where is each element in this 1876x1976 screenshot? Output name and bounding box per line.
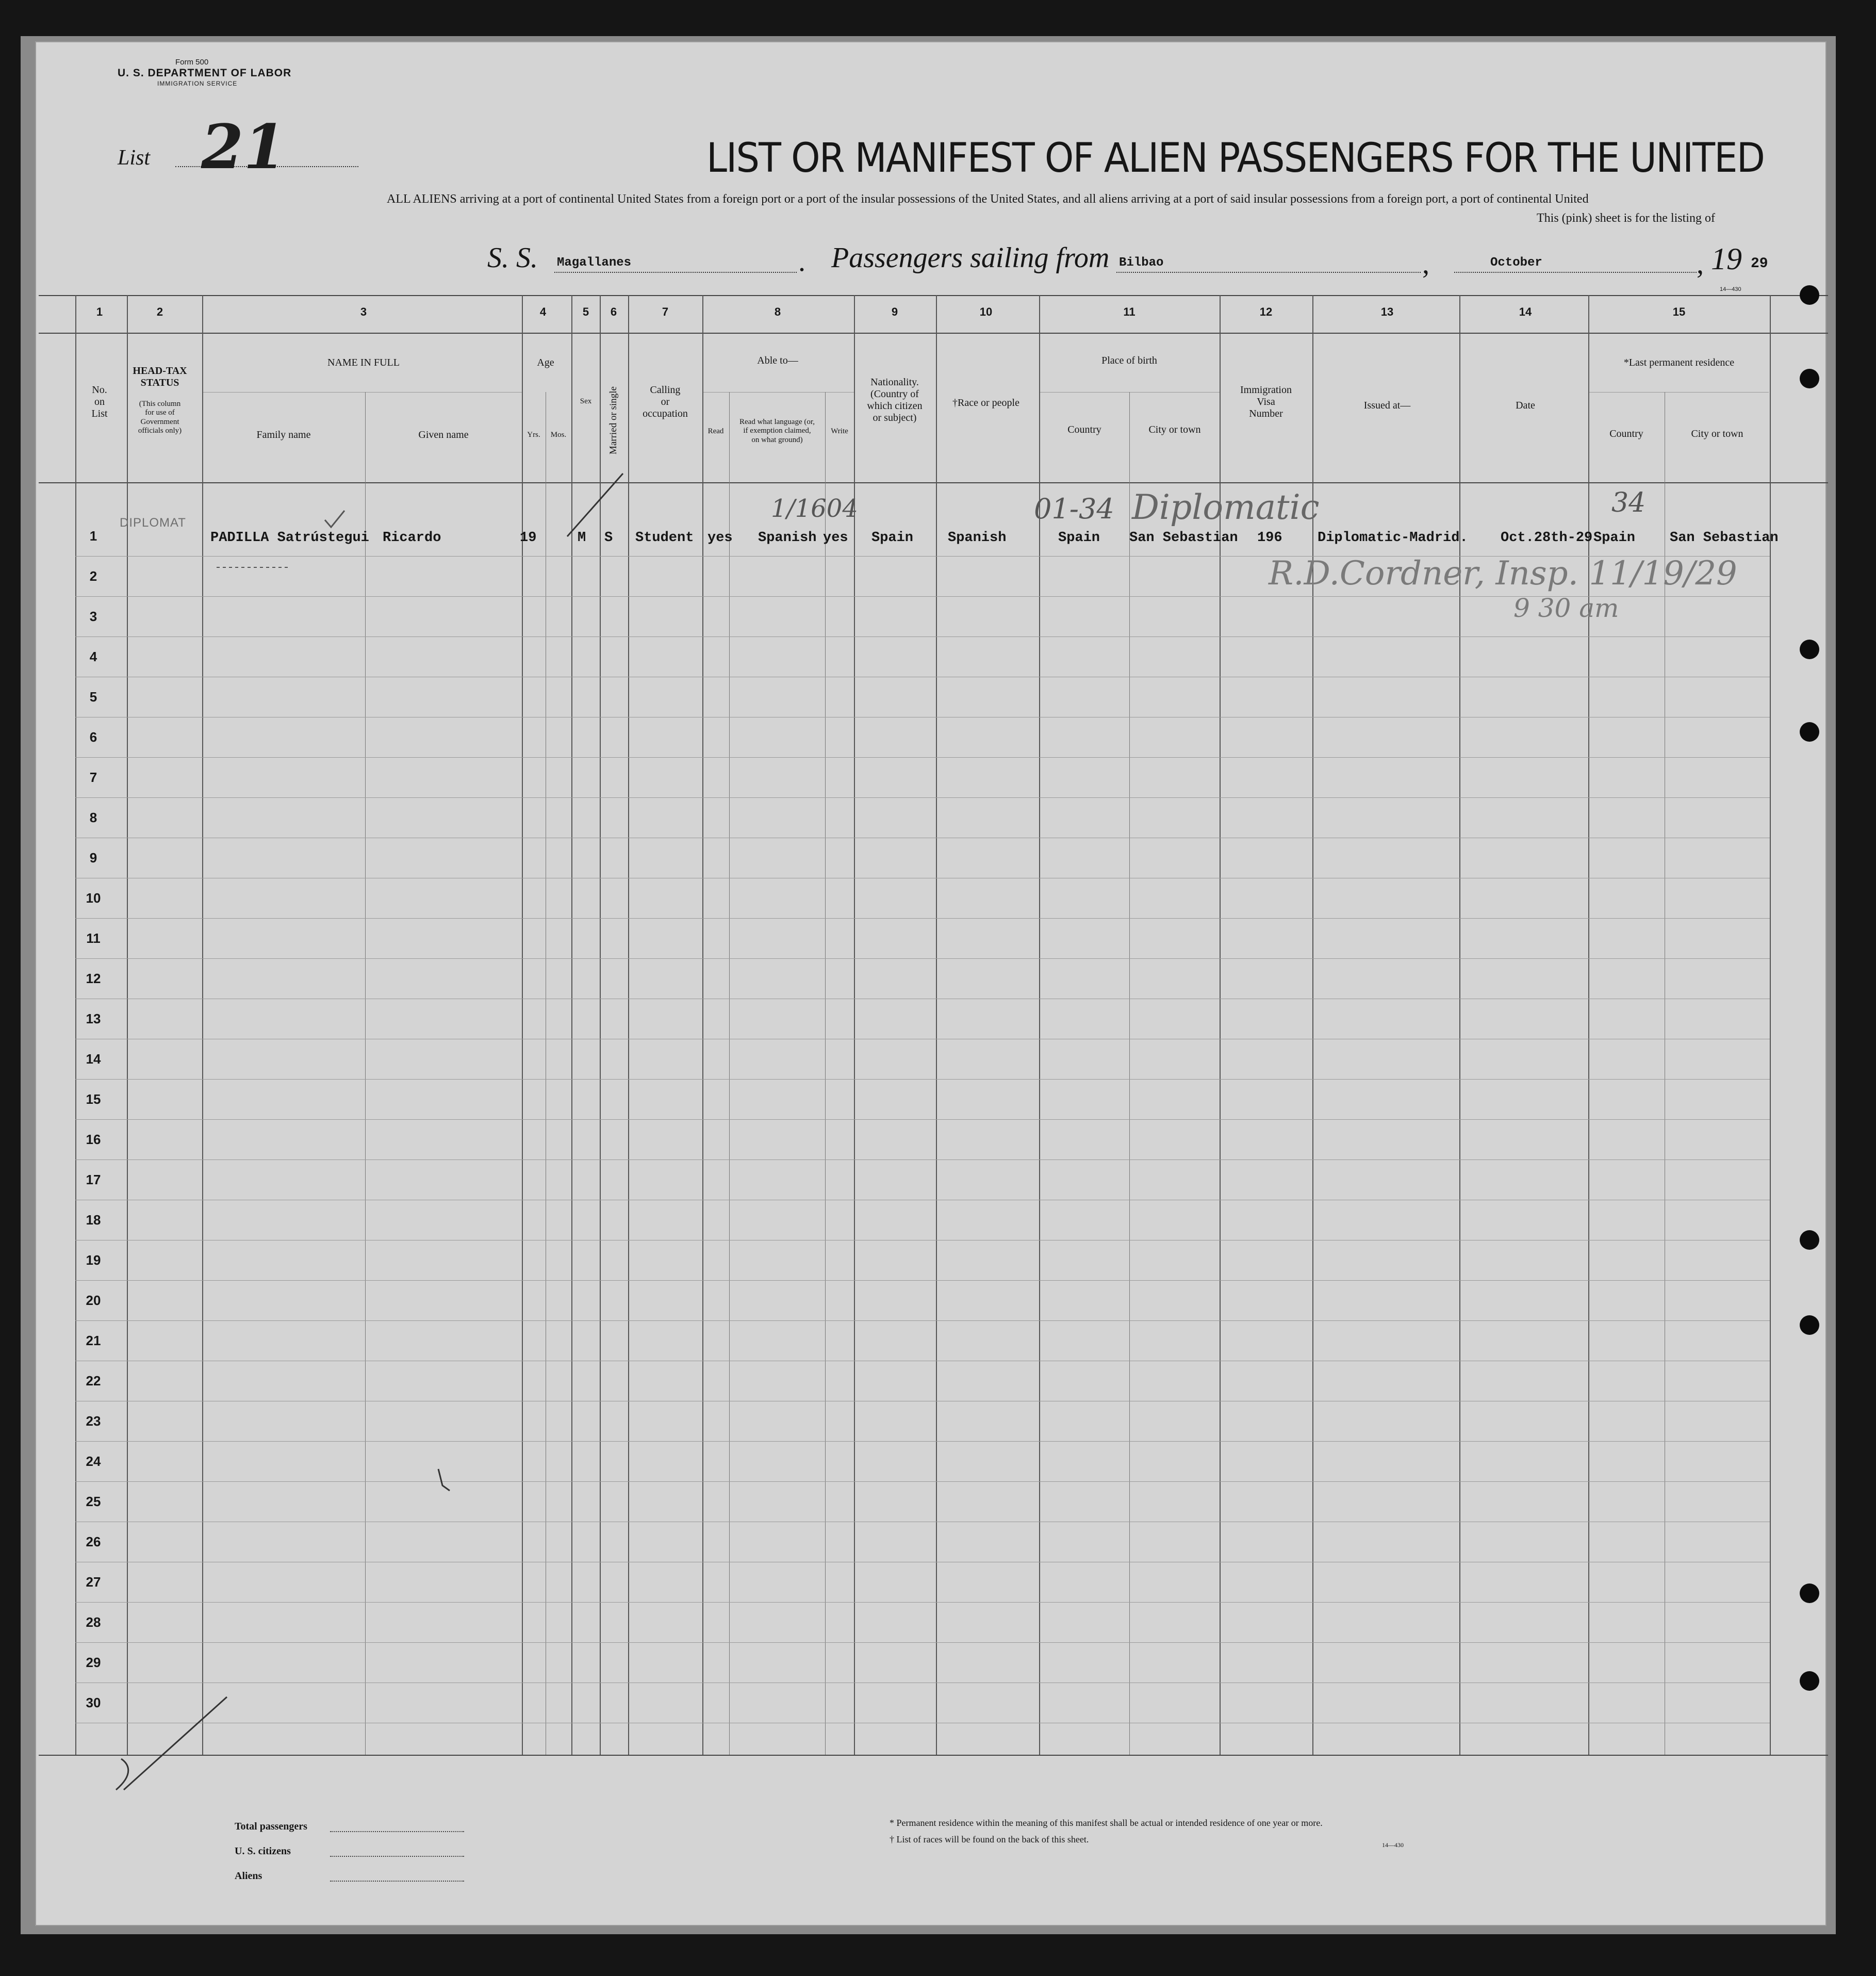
entry-birth-country: Spain — [1058, 530, 1100, 546]
handwritten-res-code: 34 — [1611, 487, 1646, 518]
page-title: LIST OR MANIFEST OF ALIEN PASSENGERS FOR THE UNITED — [706, 135, 1765, 182]
header-res-country: Country — [1609, 428, 1643, 439]
entry-write: yes — [823, 530, 848, 546]
entry-age-years: 19 — [520, 530, 537, 546]
handwritten-diplomatic: Diplomatic — [1132, 487, 1320, 527]
header-visa-number: Immigration Visa Number — [1240, 384, 1292, 419]
entry-language: Spanish — [758, 530, 817, 546]
header-head-tax-note: (This column for use of Government officials only) — [138, 400, 182, 435]
col-number-6: 6 — [610, 305, 617, 318]
header-race: †Race or people — [952, 397, 1019, 409]
handwritten-inspector: R.D.Cordner, Insp. 11/19/29 — [1269, 554, 1737, 593]
row-number: 7 — [89, 770, 97, 785]
entry-family-name: PADILLA Satrústegui — [210, 530, 369, 546]
entry-read: yes — [707, 530, 733, 546]
row-number: 15 — [86, 1091, 101, 1107]
aliens-label: Aliens — [235, 1870, 262, 1882]
handwritten-time: 9 30 am — [1513, 593, 1619, 623]
entry-given-name: Ricardo — [383, 530, 441, 546]
row-number: 11 — [86, 930, 101, 946]
col-number-3: 3 — [360, 305, 367, 318]
header-married: Married or single — [608, 386, 619, 454]
col-number-14: 14 — [1519, 305, 1532, 318]
us-citizens-blank — [330, 1856, 464, 1857]
ship-period: . — [798, 246, 805, 277]
row-number: 13 — [86, 1011, 101, 1026]
header-age: Age — [537, 357, 554, 368]
punch-hole — [1800, 369, 1819, 388]
aliens-blank — [330, 1881, 464, 1882]
header-nationality: Nationality. (Country of which citizen or subject) — [867, 377, 923, 423]
entry-sex: M — [578, 530, 586, 546]
col-number-12: 12 — [1259, 305, 1273, 318]
header-family-name: Family name — [256, 429, 311, 440]
race-footnote: † List of races will be found on the back of this sheet. — [890, 1834, 1089, 1844]
row-number: 1 — [89, 528, 97, 544]
handwritten-code: 01-34 — [1034, 493, 1114, 525]
us-citizens-label: U. S. citizens — [235, 1846, 291, 1857]
col-number-15: 15 — [1672, 305, 1686, 318]
pen-slash-mark — [567, 473, 623, 536]
header-place-of-birth: Place of birth — [1101, 355, 1157, 366]
col-number-11: 11 — [1123, 305, 1136, 318]
list-number: 21 — [201, 111, 286, 183]
row-number: 18 — [86, 1212, 101, 1228]
sailing-label: Passengers sailing from — [831, 242, 1110, 274]
row-number: 19 — [86, 1252, 101, 1268]
form-ref-bottom: 14—430 — [1382, 1841, 1404, 1849]
col-number-2: 2 — [156, 305, 163, 318]
header-write: Write — [831, 427, 848, 435]
row-number: 4 — [89, 649, 97, 664]
form-ref-top: 14—430 — [1720, 286, 1741, 292]
year-prefix: 19 — [1711, 242, 1742, 276]
sailing-month: October — [1490, 256, 1542, 270]
port-comma: , — [1422, 248, 1429, 280]
header-last-residence: *Last permanent residence — [1623, 357, 1735, 368]
header-date: Date — [1516, 400, 1535, 411]
row-number: 26 — [86, 1534, 101, 1549]
row-number: 29 — [86, 1655, 101, 1670]
total-passengers-label: Total passengers — [235, 1821, 307, 1832]
month-comma: , — [1697, 248, 1704, 280]
entry-nationality: Spain — [871, 530, 914, 546]
row-number: 24 — [86, 1454, 101, 1469]
entry-visa-number: 196 — [1257, 530, 1282, 546]
header-name-in-full: NAME IN FULL — [327, 357, 400, 368]
entry-birth-city: San Sebastian — [1129, 530, 1238, 546]
row-number: 27 — [86, 1574, 101, 1590]
row-number: 5 — [89, 689, 97, 705]
punch-hole — [1800, 722, 1819, 742]
entry-res-country: Spain — [1593, 530, 1636, 546]
head-tax-stamp: DIPLOMAT — [120, 516, 186, 530]
departure-port: Bilbao — [1119, 256, 1164, 270]
header-no-on-list: No. on List — [91, 384, 108, 419]
row-number: 20 — [86, 1293, 101, 1308]
header-birth-country: Country — [1067, 424, 1101, 435]
header-res-city: City or town — [1691, 428, 1743, 439]
row-number: 6 — [89, 729, 97, 745]
pen-check-mark — [325, 511, 344, 527]
punch-hole — [1800, 1315, 1819, 1335]
department-name: U. S. DEPARTMENT OF LABOR — [118, 67, 292, 79]
list-label: List — [118, 146, 151, 170]
col-number-5: 5 — [582, 305, 589, 318]
header-age-years: Yrs. — [527, 431, 540, 439]
entry-res-city: San Sebastian — [1670, 530, 1779, 546]
ship-name: Magallanes — [557, 256, 632, 270]
pen-tick-mark — [438, 1469, 450, 1491]
row-number: 21 — [86, 1333, 101, 1348]
service-name: IMMIGRATION SERVICE — [157, 80, 238, 87]
subtitle-line-2: This (pink) sheet is for the listing of — [1537, 211, 1715, 225]
punch-hole — [1800, 640, 1819, 659]
row-number: 30 — [86, 1695, 101, 1710]
ss-label: S. S. — [487, 242, 538, 274]
header-given-name: Given name — [418, 429, 469, 440]
row-number: 23 — [86, 1413, 101, 1429]
col-number-1: 1 — [96, 305, 103, 318]
row-number: 28 — [86, 1614, 101, 1630]
row-number: 9 — [89, 850, 97, 865]
col-number-10: 10 — [979, 305, 993, 318]
row-number: 2 — [89, 568, 97, 584]
punch-hole — [1800, 1230, 1819, 1250]
col-number-9: 9 — [891, 305, 898, 318]
entry-date: Oct.28th-29 — [1501, 530, 1593, 546]
header-read: Read — [707, 427, 724, 435]
row-number: 3 — [89, 609, 97, 624]
entry-marital: S — [604, 530, 613, 546]
residence-footnote: * Permanent residence within the meaning of this manifest shall be actual or intended residence of one year or more. — [890, 1818, 1323, 1828]
punch-hole — [1800, 285, 1819, 305]
row-number: 25 — [86, 1494, 101, 1509]
punch-hole — [1800, 1583, 1819, 1603]
header-calling: Calling or occupation — [643, 384, 688, 419]
punch-hole — [1800, 1671, 1819, 1691]
row-number: 14 — [86, 1051, 101, 1067]
row-number: 16 — [86, 1132, 101, 1147]
handwritten-list-ref: 1/1604 — [771, 494, 858, 523]
col-number-13: 13 — [1380, 305, 1394, 318]
header-able-to: Able to— — [757, 355, 798, 366]
col-number-8: 8 — [774, 305, 781, 318]
row-number: 22 — [86, 1373, 101, 1389]
entry-issued-at: Diplomatic-Madrid. — [1318, 530, 1468, 546]
row-number: 17 — [86, 1172, 101, 1187]
row-number: 10 — [86, 890, 101, 906]
year-suffix: 29 — [1751, 256, 1768, 272]
header-birth-city: City or town — [1148, 424, 1201, 435]
form-number: Form 500 — [175, 58, 209, 67]
header-age-months: Mos. — [550, 431, 567, 439]
row-number: 8 — [89, 810, 97, 825]
subtitle-line-1: ALL ALIENS arriving at a port of continental United States from a foreign port or a port of the insular possessions of the United States, and all aliens arriving at a port of said insular possessions from a foreign port, a port of continental United — [387, 192, 1589, 206]
header-read-language: Read what language (or, if exemption claimed, on what ground) — [739, 418, 815, 444]
col-number-4: 4 — [539, 305, 547, 318]
header-sex: Sex — [580, 397, 592, 405]
total-passengers-blank — [330, 1831, 464, 1832]
header-issued-at: Issued at— — [1363, 400, 1411, 411]
entry-race: Spanish — [948, 530, 1007, 546]
pen-check-footer — [116, 1697, 227, 1790]
entry-occupation: Student — [635, 530, 694, 546]
col-number-7: 7 — [662, 305, 669, 318]
header-head-tax: HEAD-TAX STATUS — [133, 365, 187, 388]
row-number: 12 — [86, 971, 101, 986]
